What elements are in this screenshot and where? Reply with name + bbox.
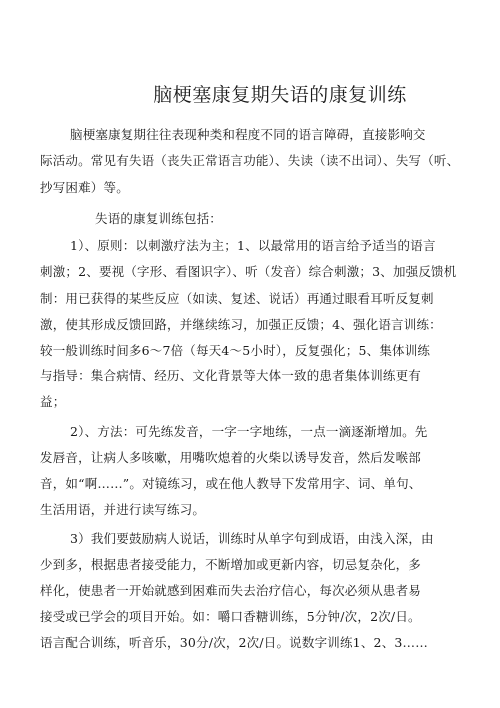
- paragraph-line: 与指导：集合病情、经历、文化背景等大体一致的患者集体训练更有: [40, 368, 422, 383]
- paragraph-line: 3）我们要鼓励病人说话，训练时从单字句到成语，由浅入深，由: [70, 531, 434, 546]
- paragraph-line: 生活用语，并进行读写练习。: [40, 502, 206, 517]
- paragraph-line: 失语的康复训练包括：: [95, 211, 223, 226]
- paragraph-line: 音，如“啊……”。对镜练习，或在他人教导下发常用字、词、单句、: [40, 476, 422, 491]
- document-title: 脑梗塞康复期失语的康复训练: [153, 84, 407, 106]
- paragraph-line: 脑梗塞康复期往往表现种类和程度不同的语言障碍，直接影响交: [70, 127, 426, 142]
- paragraph-line: 接受或已学会的项目开始。如：嚼口香糖训练，5分钟/次，2次/日。: [40, 609, 421, 624]
- paragraph-line: 发唇音，让病人多咳嗽，用嘴吹熄着的火柴以诱导发音，然后发喉部: [40, 450, 422, 465]
- paragraph-line: 1）、原则：以刺激疗法为主；1、以最常用的语言给予适当的语言: [70, 238, 436, 253]
- paragraph-line: 际活动。常见有失语（丧失正常语言功能）、失读（读不出词）、失写（听、: [40, 153, 460, 168]
- paragraph-line: 激，使其形成反馈回路，并继续练习，加强正反馈；4、强化语言训练：: [40, 317, 442, 332]
- paragraph-line: 样化，使患者一开始就感到困难而失去治疗信心，每次必须从患者易: [40, 583, 422, 598]
- paragraph-line: 2）、方法：可先练发音，一字一字地练，一点一滴逐渐增加。先: [70, 424, 428, 439]
- paragraph-line: 益；: [40, 394, 66, 409]
- paragraph-line: 制：用已获得的某些反应（如读、复述、说话）再通过眼看耳听反复刺: [40, 291, 434, 306]
- paragraph-line: 刺激；2、要视（字形、看图识字）、听（发音）综合刺激；3、加强反馈机: [40, 264, 457, 279]
- paragraph-line: 语言配合训练，听音乐，30分/次，2次/日。说数字训练1、2、3……: [40, 635, 428, 650]
- paragraph-line: 抄写困难）等。: [40, 180, 129, 195]
- paragraph-line: 较一般训练时间多6～7倍（每天4～5小时），反复强化；5、集体训练: [40, 343, 431, 358]
- paragraph-line: 少到多，根据患者接受能力，不断增加或更新内容，切忌复杂化，多: [40, 557, 422, 572]
